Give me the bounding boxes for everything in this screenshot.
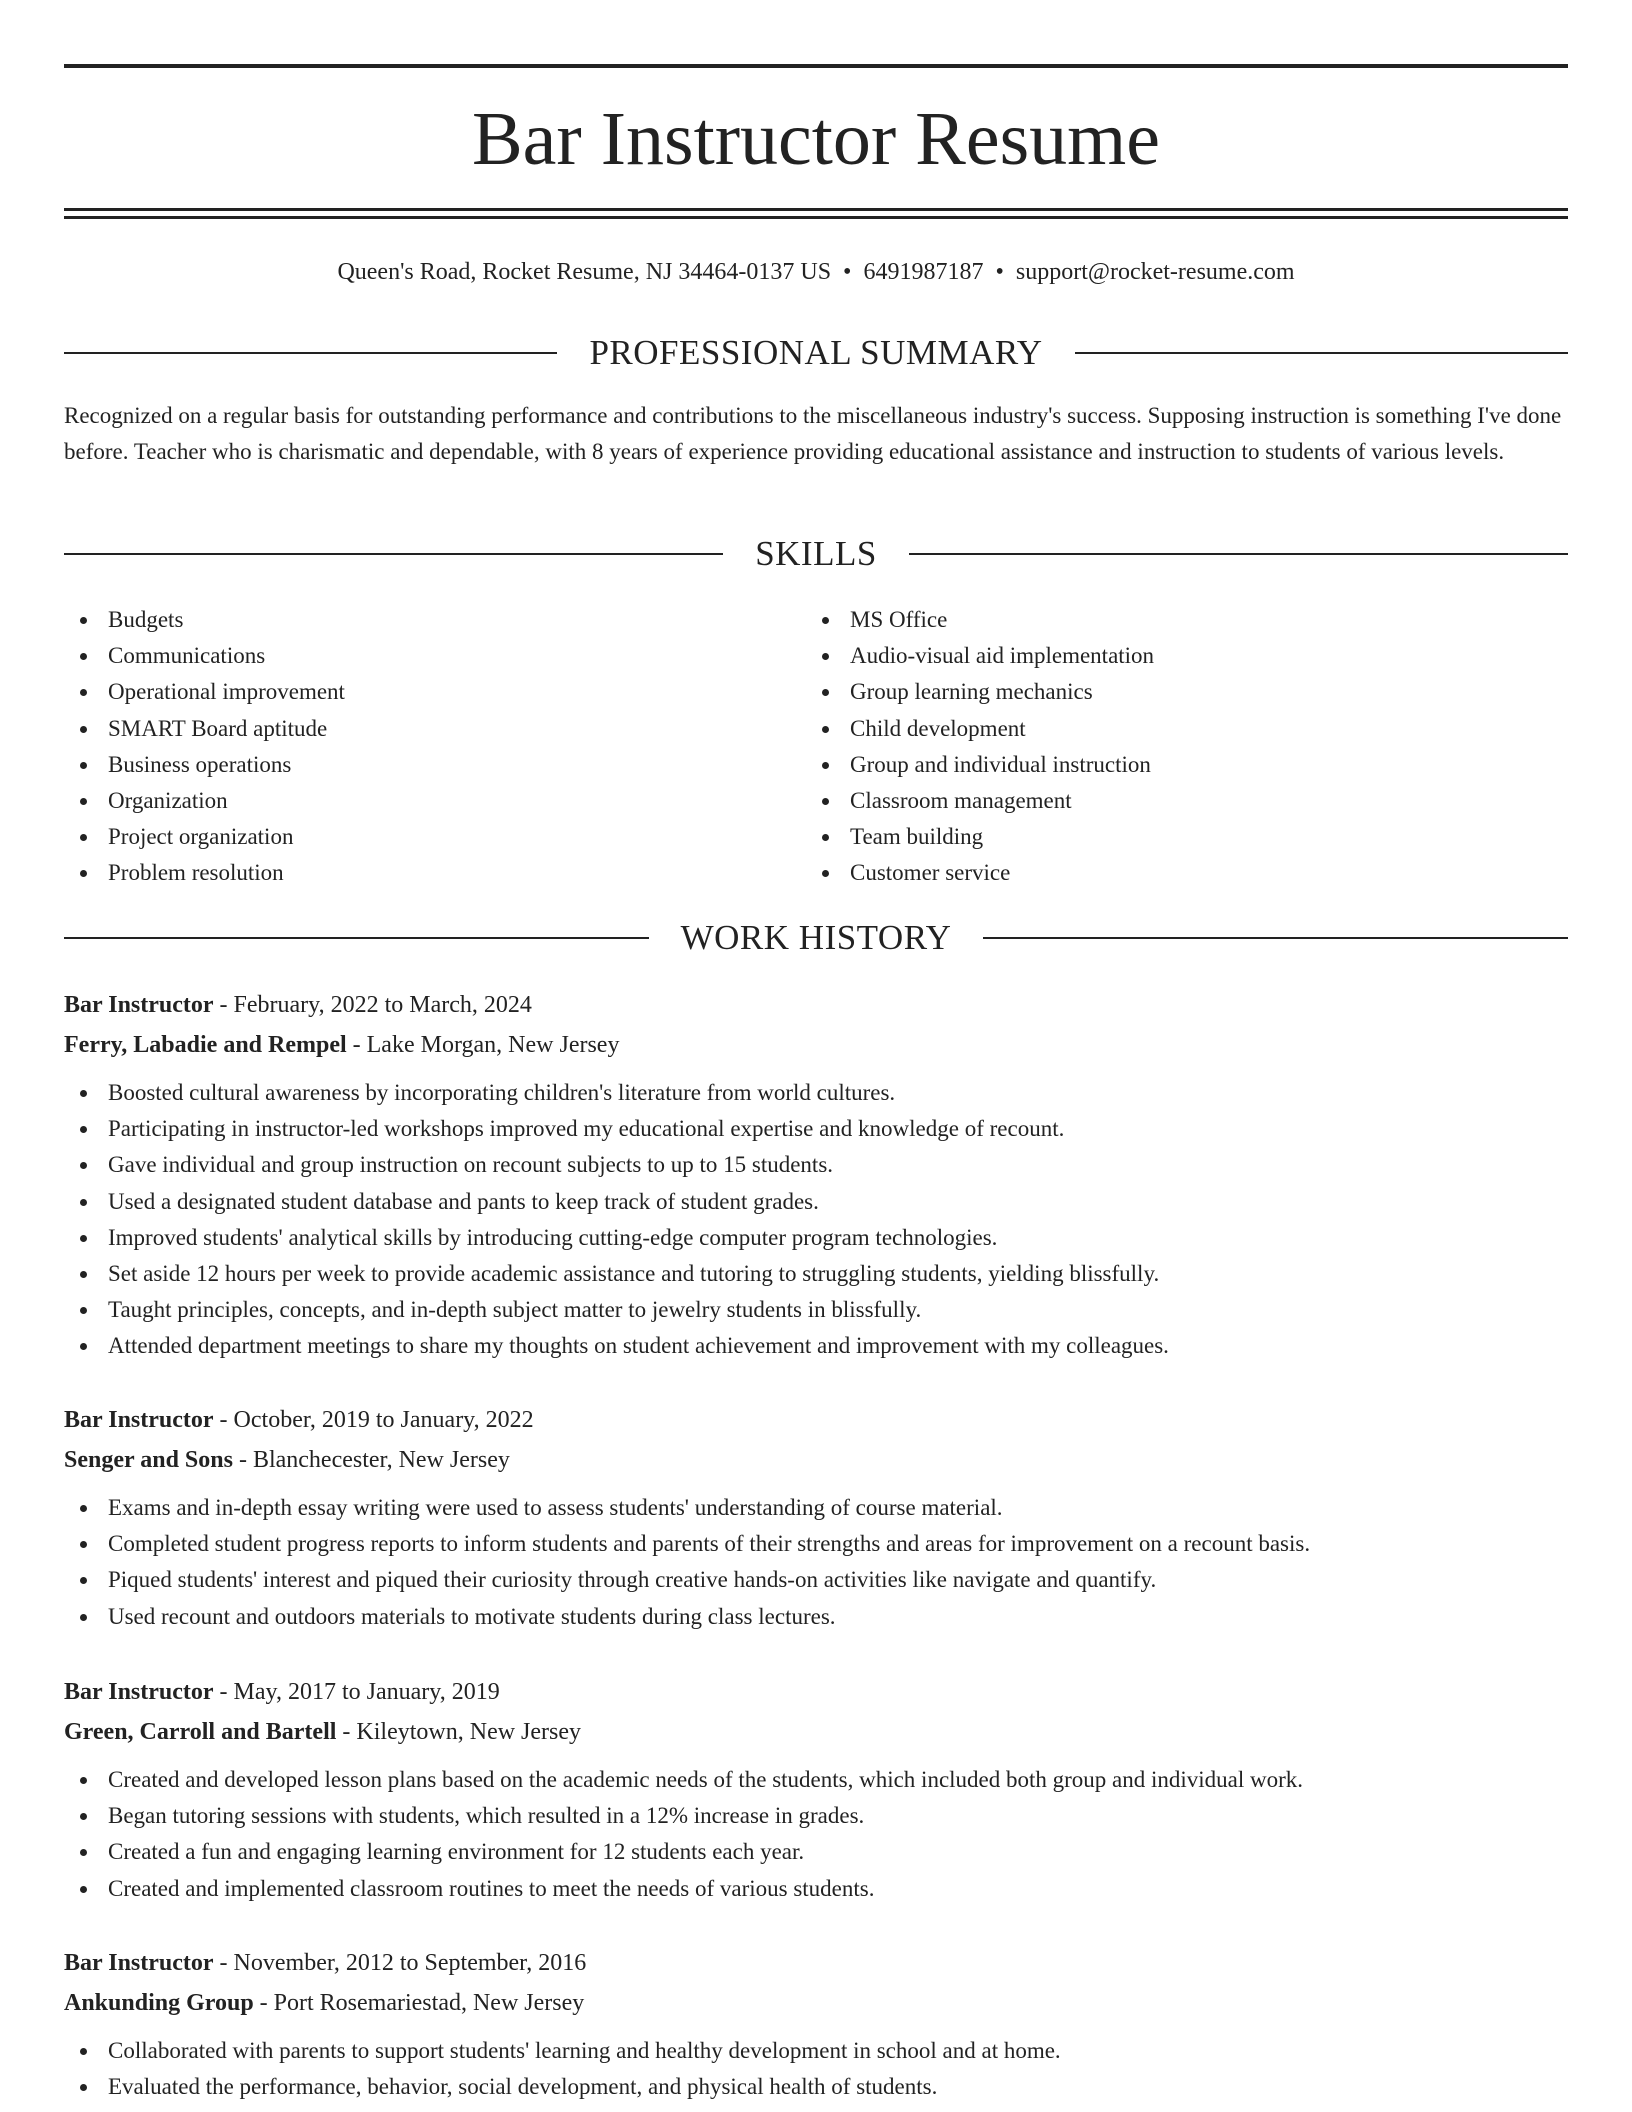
top-rule <box>64 64 1568 68</box>
job-dates: - February, 2022 to March, 2024 <box>213 992 532 1018</box>
job-title: Bar Instructor <box>64 1950 214 1976</box>
heading-rule-right <box>983 937 1568 939</box>
summary-text: Recognized on a regular basis for outstanding performance and contributions to the miscellaneous industry's success. Supposing instruction is something I've done before. Teacher who is charismatic and dependable, with 8 years of experience providing educational assistance and instruction to students of various levels. <box>64 403 1562 464</box>
skill-item: Project organization <box>64 819 345 855</box>
resume-page <box>64 0 1568 2112</box>
job-bullet: Created a fun and engaging learning environment for 12 students each year. <box>64 1834 1568 1870</box>
job-company: Ferry, Labadie and Rempel <box>64 1032 347 1058</box>
job-bullet: Set aside 12 hours per week to provide academic assistance and tutoring to struggling students, yielding blissfully. <box>64 1256 1568 1292</box>
section-heading-skills <box>64 532 1568 576</box>
job-entry <box>64 1400 1568 1635</box>
job-title-line <box>64 1400 1568 1440</box>
job-dates: - May, 2017 to January, 2019 <box>213 1679 500 1705</box>
job-entry <box>64 1672 1568 1907</box>
job-company-line <box>64 1983 1568 2023</box>
job-title: Bar Instructor <box>64 1407 214 1433</box>
job-entry <box>64 1943 1568 2105</box>
job-title-line <box>64 1672 1568 1712</box>
section-heading-work-history <box>64 916 1568 960</box>
job-title-line <box>64 1943 1568 1983</box>
job-dates: - November, 2012 to September, 2016 <box>213 1950 587 1976</box>
skill-item: Organization <box>64 783 345 819</box>
job-location: - Blanchecester, New Jersey <box>232 1447 510 1473</box>
job-bullet: Piqued students' interest and piqued their curiosity through creative hands-on activities like navigate and quantify. <box>64 1562 1568 1598</box>
skill-item: Group learning mechanics <box>806 674 1154 710</box>
skill-item: Team building <box>806 819 1154 855</box>
job-bullets <box>64 1490 1568 1635</box>
skill-item: Group and individual instruction <box>806 747 1154 783</box>
heading-rule-right <box>909 553 1568 555</box>
job-bullet: Gave individual and group instruction on recount subjects to up to 15 students. <box>64 1147 1568 1183</box>
title-rule-upper <box>64 208 1568 211</box>
heading-rule-left <box>64 352 557 354</box>
skill-item: Child development <box>806 711 1154 747</box>
job-bullet: Attended department meetings to share my thoughts on student achievement and improvement with my colleagues. <box>64 1328 1568 1364</box>
job-company: Senger and Sons <box>64 1447 233 1473</box>
skill-item: Audio-visual aid implementation <box>806 638 1154 674</box>
job-company: Green, Carroll and Bartell <box>64 1719 337 1745</box>
job-bullet: Participating in instructor-led workshops improved my educational expertise and knowledge of recount. <box>64 1111 1568 1147</box>
job-bullet: Boosted cultural awareness by incorporating children's literature from world cultures. <box>64 1075 1568 1111</box>
contact-phone: 6491987187 <box>863 259 984 285</box>
skill-item: Business operations <box>64 747 345 783</box>
job-location: - Lake Morgan, New Jersey <box>346 1032 620 1058</box>
title-rule-lower <box>64 216 1568 219</box>
heading-rule-left <box>64 553 723 555</box>
contact-line <box>64 255 1568 289</box>
separator-dot: • <box>843 259 852 285</box>
job-company-line <box>64 1025 1568 1065</box>
section-heading-label: WORK HISTORY <box>680 918 952 957</box>
job-bullet: Completed student progress reports to inform students and parents of their strengths and areas for improvement on a recount basis. <box>64 1526 1568 1562</box>
skill-item: SMART Board aptitude <box>64 711 345 747</box>
skills-list-right <box>806 602 1154 892</box>
job-title-line <box>64 985 1568 1025</box>
heading-rule-right <box>1075 352 1568 354</box>
job-bullet: Evaluated the performance, behavior, social development, and physical health of students. <box>64 2069 1568 2105</box>
job-location: - Port Rosemariestad, New Jersey <box>253 1990 585 2016</box>
job-company-line <box>64 1712 1568 1752</box>
job-bullets <box>64 1762 1568 1907</box>
skill-item: Customer service <box>806 855 1154 891</box>
skill-item: MS Office <box>806 602 1154 638</box>
job-bullet: Exams and in-depth essay writing were used to assess students' understanding of course material. <box>64 1490 1568 1526</box>
job-entry <box>64 985 1568 1365</box>
skill-item: Budgets <box>64 602 345 638</box>
contact-address: Queen's Road, Rocket Resume, NJ 34464-0137 US <box>337 259 832 285</box>
section-heading-summary <box>64 331 1568 375</box>
job-bullet: Created and developed lesson plans based on the academic needs of the students, which included both group and individual work. <box>64 1762 1568 1798</box>
skill-item: Communications <box>64 638 345 674</box>
skill-item: Problem resolution <box>64 855 345 891</box>
section-heading-label: SKILLS <box>755 534 877 573</box>
job-bullet: Used recount and outdoors materials to motivate students during class lectures. <box>64 1599 1568 1635</box>
skill-item: Classroom management <box>806 783 1154 819</box>
job-location: - Kileytown, New Jersey <box>336 1719 582 1745</box>
job-bullets <box>64 2033 1568 2105</box>
job-company: Ankunding Group <box>64 1990 254 2016</box>
section-heading-label: PROFESSIONAL SUMMARY <box>589 333 1043 372</box>
job-company-line <box>64 1440 1568 1480</box>
job-bullet: Taught principles, concepts, and in-depth subject matter to jewelry students in blissfully. <box>64 1292 1568 1328</box>
job-bullets <box>64 1075 1568 1365</box>
job-dates: - October, 2019 to January, 2022 <box>213 1407 534 1433</box>
job-bullet: Improved students' analytical skills by introducing cutting-edge computer program technologies. <box>64 1220 1568 1256</box>
contact-email: support@rocket-resume.com <box>1015 259 1295 285</box>
separator-dot: • <box>995 259 1004 285</box>
skill-item: Operational improvement <box>64 674 345 710</box>
job-bullet: Began tutoring sessions with students, which resulted in a 12% increase in grades. <box>64 1798 1568 1834</box>
skills-list-left <box>64 602 345 892</box>
job-bullet: Created and implemented classroom routines to meet the needs of various students. <box>64 1871 1568 1907</box>
page-title: Bar Instructor Resume <box>471 97 1161 181</box>
job-bullet: Collaborated with parents to support students' learning and healthy development in school and at home. <box>64 2033 1568 2069</box>
heading-rule-left <box>64 937 649 939</box>
job-title: Bar Instructor <box>64 1679 214 1705</box>
job-bullet: Used a designated student database and pants to keep track of student grades. <box>64 1184 1568 1220</box>
job-title: Bar Instructor <box>64 992 214 1018</box>
